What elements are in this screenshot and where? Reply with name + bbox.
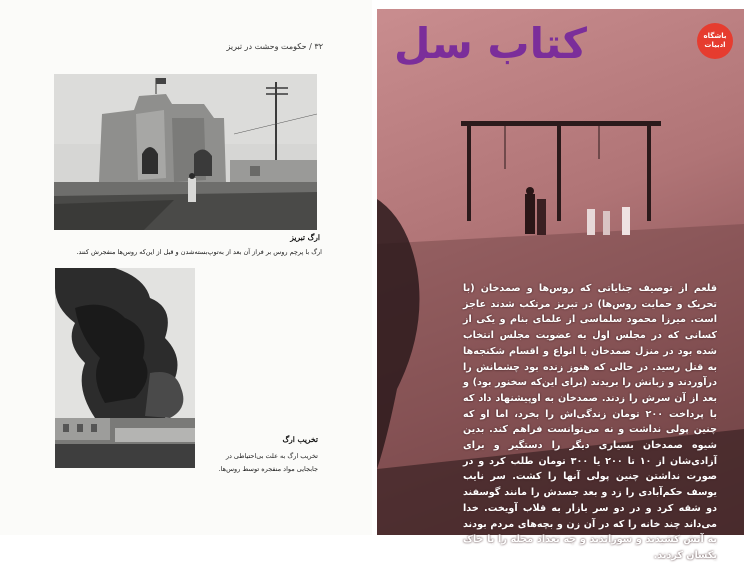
photo1-caption: ارگ با پرچم روس بر فراز آن بعد از به‌توپ‌بسته‌شدن و قبل از این‌که روس‌ها منفجرش کنند.: [76, 248, 322, 256]
cover-body-text: قلعم از توصیف جنایاتی که روس‌ها و صمدخان (با تحریک و حمایت روس‌ها) در تبریز مرتکب شدند عاجز است. میرزا محمود سلماسی از علمای بنام و یکی از کسانی که در مجلس اول به عضویت مجلس انتخاب شده بود در منزل صمدخان با انواع و اقسام شکنجه‌ها به قتل رسید. در حالی که هنوز زنده بود چشمانش را درآوردند و زبانش را بریدند (برای این‌که سخنور بود) و بعد از آن سرش را زدند. صمدخان به اوپیشنهاد داد که با پرداخت ۲۰۰ تومان زندگی‌اش را بخرد، اما او که چنین پولی نداشت و نه می‌توانست فراهم کند. بدین شیوه صمدخان بسیاری دیگر را دستگیر و برای آزادی‌شان از ۱۰ تا ۲۰۰ یا ۳۰۰ تومان طلب کرد و در صورت نداشتن چنین پولی آنها را کشت. سر نایب یوسف حکم‌آبادی را زد و بعد جسدش را مانند گوسفند دو شقه کرد و در دو سر بازار به قلاب آویخت. خدا می‌داند چند خانه را که در آن زن و بچه‌های مردم بودند به آتش کشیدند و سوزاندند و چه تعداد محله را با خاک یکسان کردند.: [463, 283, 717, 561]
photo2-caption-line-1: تخریب ارگ به علت بی‌احتیاطی در: [225, 452, 318, 460]
citadel-photo-illustration: [54, 74, 317, 230]
photo-tabriz-citadel: [54, 74, 317, 230]
running-head: ۳۲ / حکومت وحشت در تبریز: [226, 42, 323, 51]
explosion-photo-illustration: [55, 268, 195, 468]
cover-page: [377, 9, 744, 561]
photo1-title: ارگ تبریز: [290, 233, 320, 242]
photo2-title: تخریب ارگ: [282, 435, 318, 444]
magazine-logo-title: کتاب سل: [394, 19, 587, 68]
photo2-caption-line-2: جابجایی مواد منفجره توسط روس‌ها.: [218, 465, 318, 473]
photo-citadel-destruction: [55, 268, 195, 468]
literary-club-badge: باشگاه ادبیات: [697, 23, 733, 59]
left-book-page: [0, 0, 372, 535]
